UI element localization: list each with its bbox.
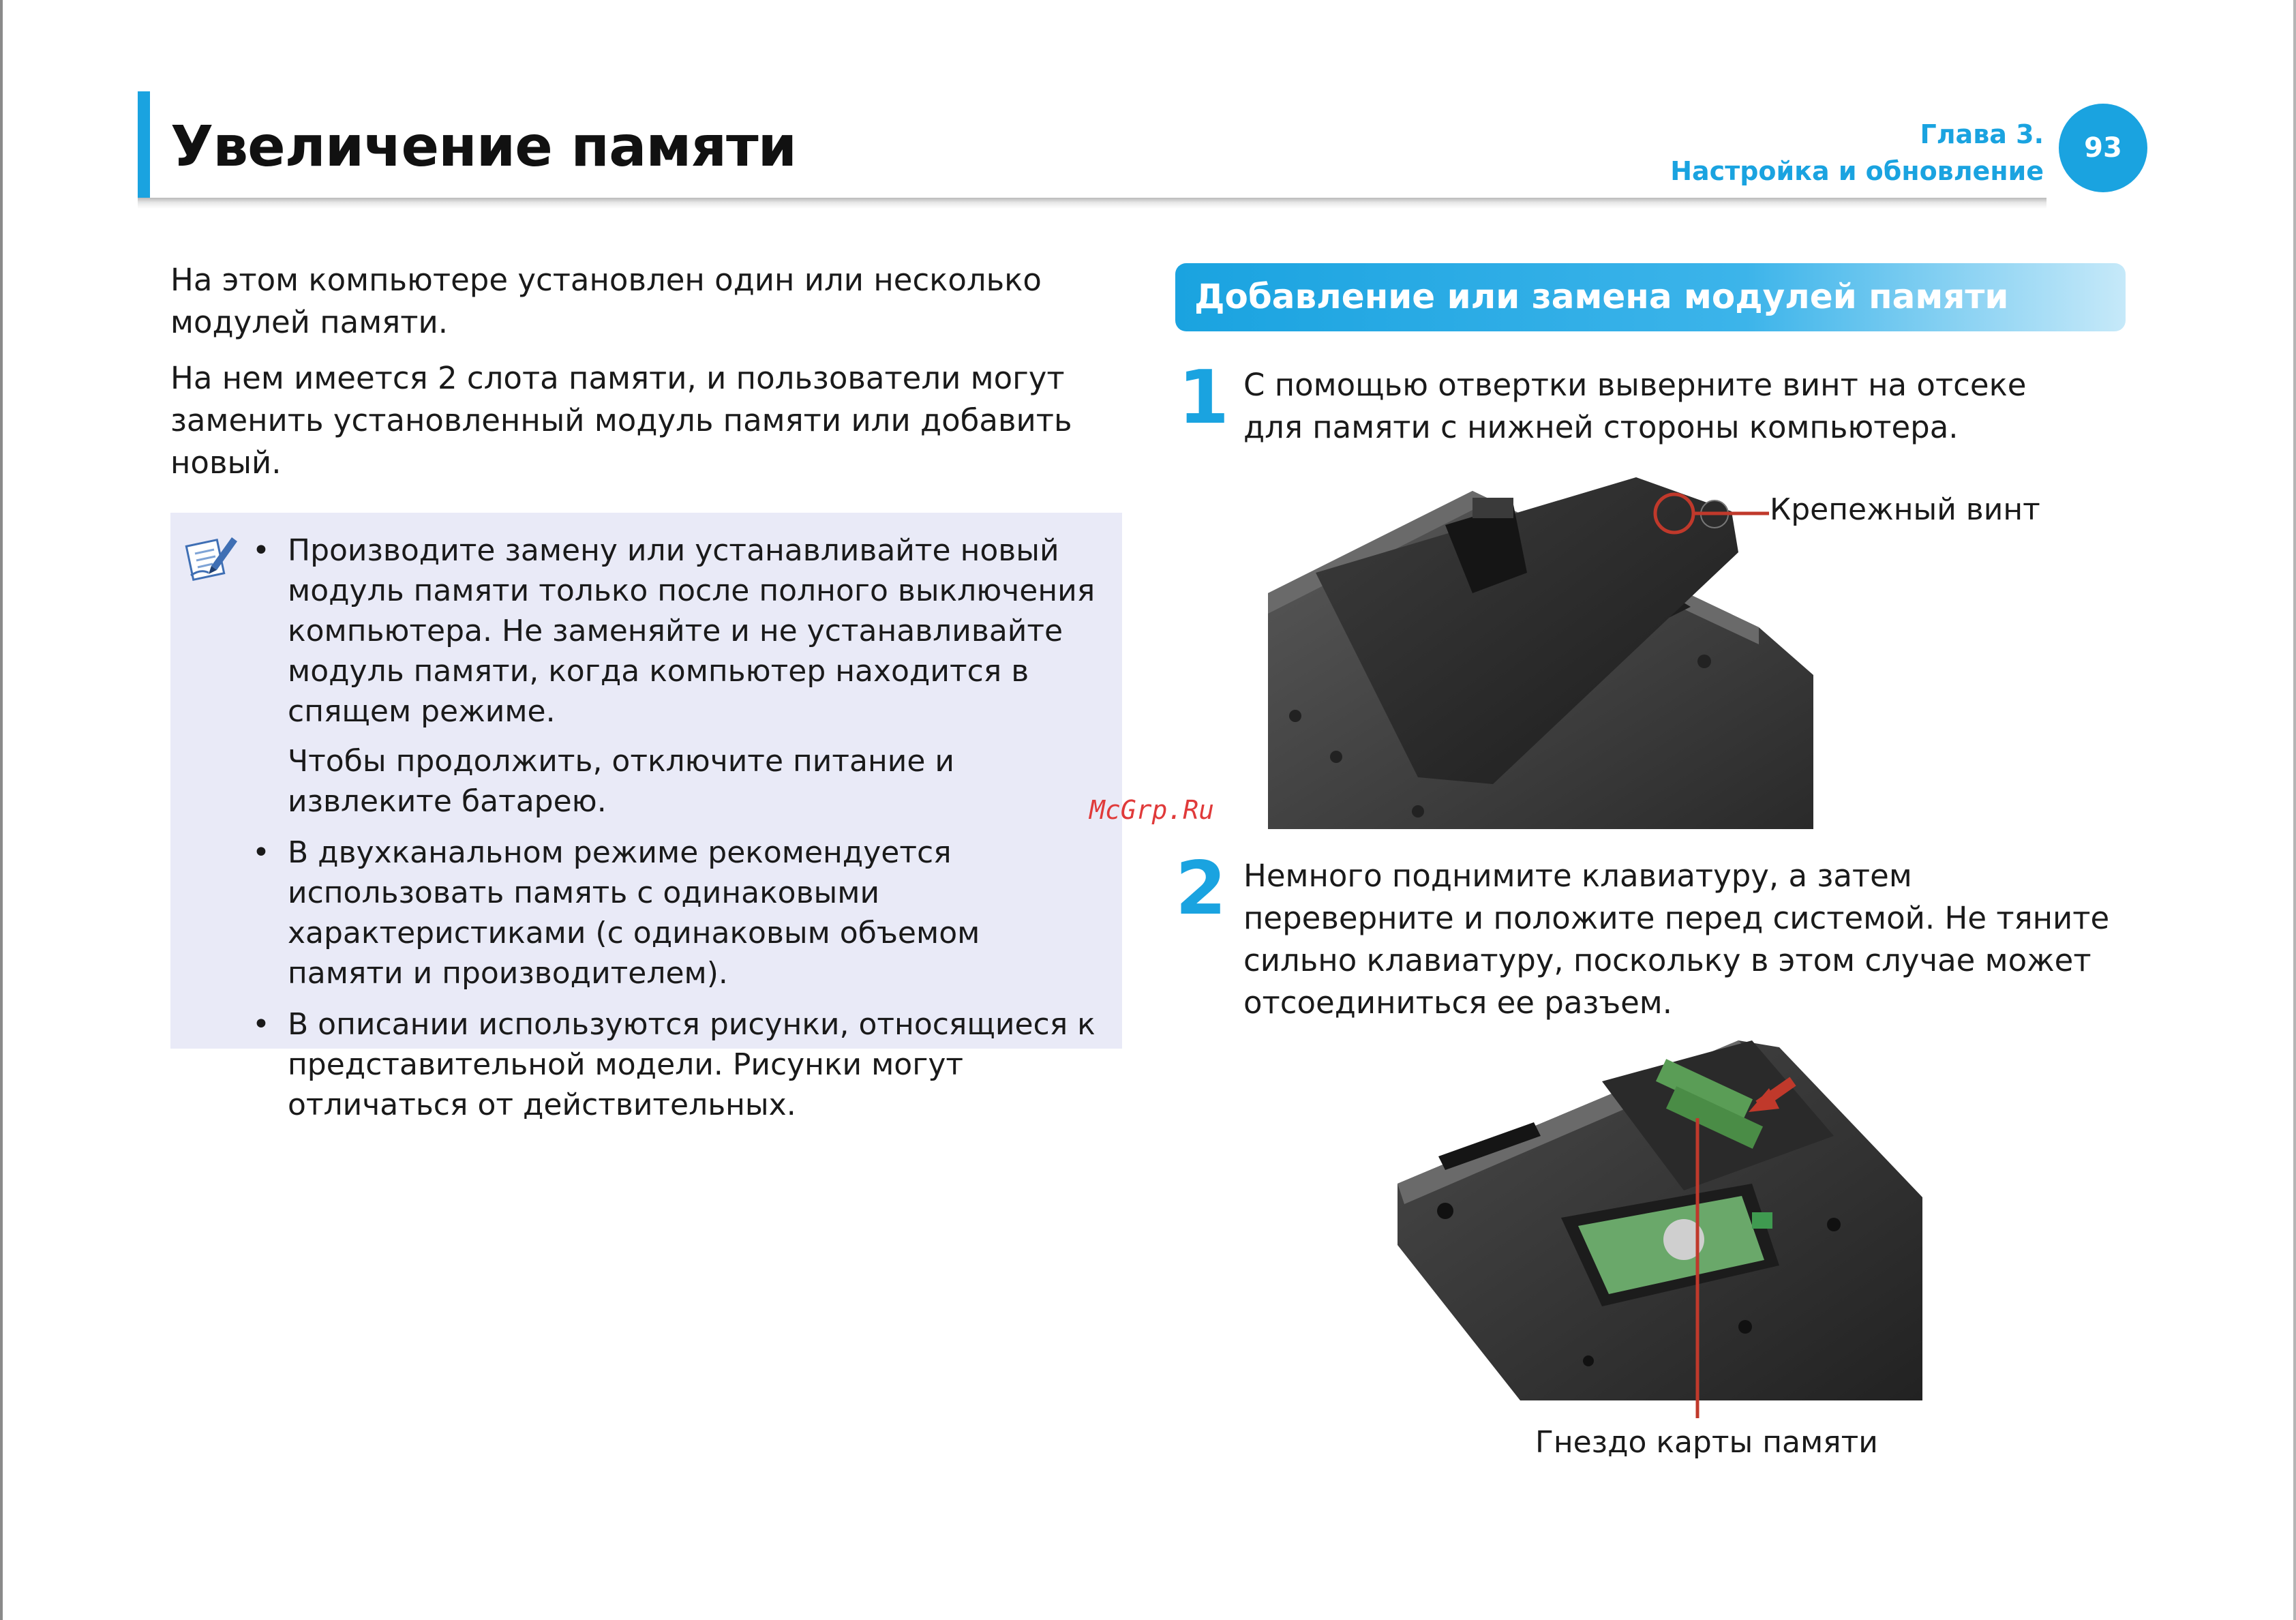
bullet: • (252, 1007, 270, 1042)
callout-slot-line (1691, 1118, 1704, 1425)
note-item-3 (252, 1004, 1098, 1125)
intro-text (170, 259, 1138, 498)
header-divider (138, 198, 2046, 209)
page-number-badge: 93 (2059, 104, 2147, 192)
callout-screw-line (1650, 491, 1772, 545)
page-border-right (2293, 0, 2296, 1620)
page-title: Увеличение памяти (170, 115, 797, 179)
chapter-title: Настройка и обновление (1670, 156, 2044, 186)
chapter-number: Глава 3. (1920, 119, 2044, 149)
bullet: • (252, 533, 270, 568)
intro-paragraph-2: На нем имеется 2 слота памяти, и пользователи могут заменить установленный модуль памяти или добавить новый. (170, 360, 1072, 481)
callout-slot-label: Гнездо карты памяти (1535, 1425, 1878, 1460)
note-pencil-icon (184, 528, 241, 585)
step-1-number: 1 (1178, 355, 1230, 440)
section-header (1175, 263, 2126, 331)
section-title: Добавление или замена модулей памяти (1194, 277, 2009, 316)
step-1-text: С помощью отвертки выверните винт на отсеке для памяти с нижней стороны компьютера. (1243, 367, 2027, 445)
step-2-number: 2 (1175, 846, 1227, 931)
chapter-label (1670, 116, 2044, 190)
note-item-3-text: В описании используются рисунки, относящиеся к представительной модели. Рисунки могут отличаться от действительных. (288, 1007, 1096, 1122)
note-item-2-text: В двухканальном режиме рекомендуется использовать память с одинаковыми характеристиками (с одинаковым объемом памяти и производителем). (288, 835, 980, 991)
note-item-2 (252, 832, 1098, 993)
title-accent-bar (138, 91, 150, 203)
bullet: • (252, 835, 270, 870)
page-border-left (0, 0, 3, 1620)
photo-memory-slot (1398, 1040, 1922, 1400)
step-2-text: Немного поднимите клавиатуру, а затем переверните и положите перед системой. Не тяните сильно клавиатуру, поскольку в этом случае может отсоединиться ее разъем. (1243, 858, 2110, 1021)
note-item-1 (252, 530, 1098, 822)
intro-paragraph-1: На этом компьютере установлен один или несколько модулей памяти. (170, 262, 1042, 340)
callout-screw-label: Крепежный винт (1770, 492, 2040, 527)
note-item-1-text: Производите замену или устанавливайте новый модуль памяти только после полного выключения компьютера. Не заменяйте и не устанавливайте модуль памяти, когда компьютер находится в спящем режиме. (288, 533, 1096, 729)
note-item-1-subtext: Чтобы продолжить, отключите питание и извлеките батарею. (288, 744, 954, 819)
note-box (170, 513, 1122, 1122)
note-list (252, 530, 1098, 1136)
watermark: McGrp.Ru (1089, 795, 1215, 825)
